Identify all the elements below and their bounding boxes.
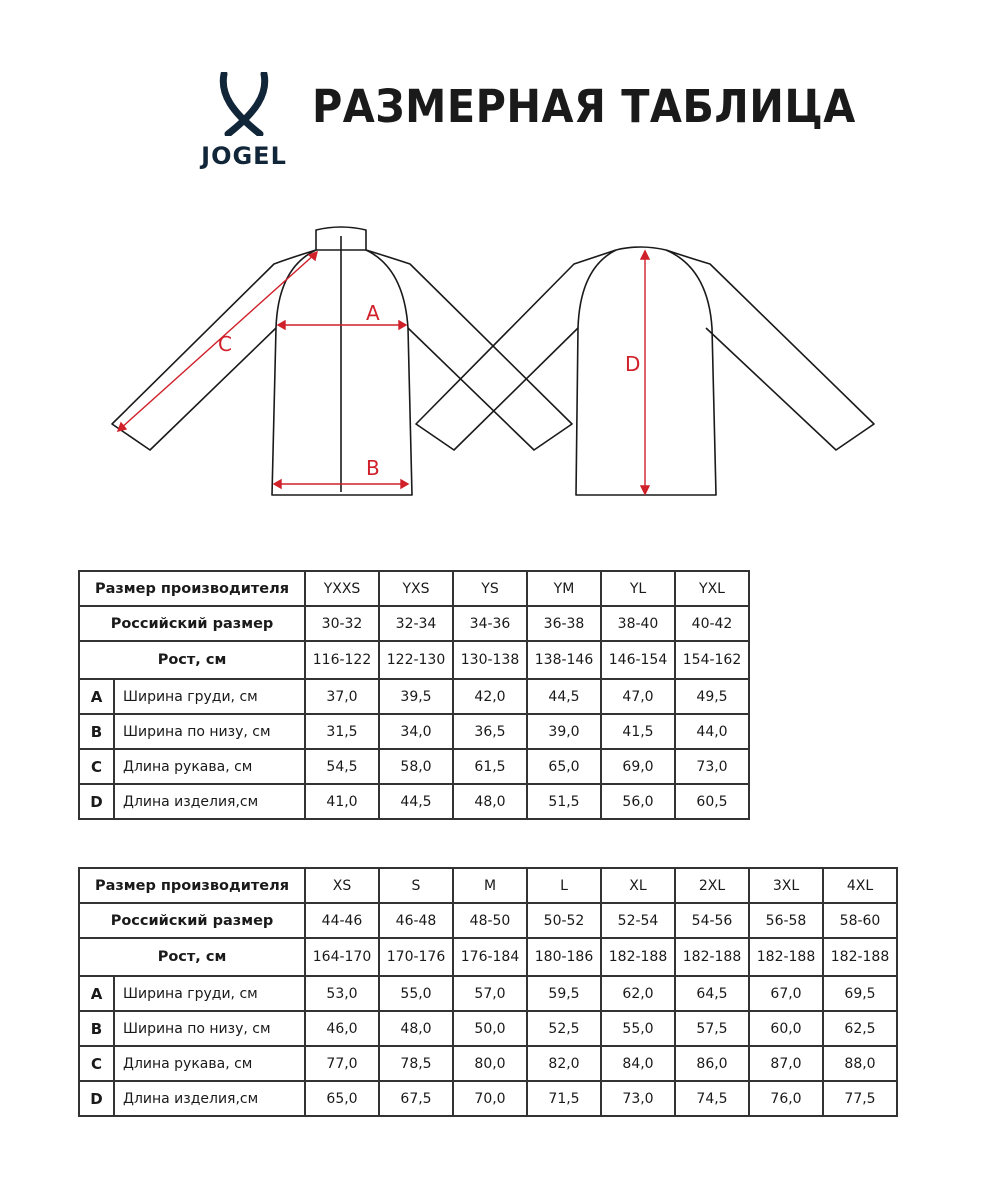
- measure-label: Ширина по низу, см: [114, 714, 305, 749]
- table-cell: 74,5: [675, 1081, 749, 1116]
- table-cell: 41,5: [601, 714, 675, 749]
- table-row: [79, 938, 897, 976]
- table-cell: 154-162: [675, 641, 749, 679]
- row-label-height: Рост, см: [79, 938, 305, 976]
- size-table-youth: [78, 570, 750, 820]
- table-cell: 48-50: [453, 903, 527, 938]
- table-cell: 65,0: [305, 1081, 379, 1116]
- table-cell: 56-58: [749, 903, 823, 938]
- table-cell: 49,5: [675, 679, 749, 714]
- size-cell: YM: [527, 571, 601, 606]
- table-row: [79, 679, 749, 714]
- row-label-maker-size: Размер производителя: [79, 571, 305, 606]
- size-cell: M: [453, 868, 527, 903]
- table-cell: 87,0: [749, 1046, 823, 1081]
- table-cell: 32-34: [379, 606, 453, 641]
- label-b: B: [366, 456, 380, 480]
- size-cell: YL: [601, 571, 675, 606]
- logo-mark-icon: [218, 72, 270, 136]
- size-cell: 2XL: [675, 868, 749, 903]
- table-cell: 56,0: [601, 784, 675, 819]
- table-cell: 39,0: [527, 714, 601, 749]
- table-cell: 38-40: [601, 606, 675, 641]
- row-label-height: Рост, см: [79, 641, 305, 679]
- table-cell: 48,0: [453, 784, 527, 819]
- table-cell: 67,5: [379, 1081, 453, 1116]
- size-cell: YS: [453, 571, 527, 606]
- table-cell: 59,5: [527, 976, 601, 1011]
- measure-lines: [118, 251, 649, 494]
- table-cell: 170-176: [379, 938, 453, 976]
- label-c: C: [218, 332, 232, 356]
- table-cell: 48,0: [379, 1011, 453, 1046]
- table-cell: 82,0: [527, 1046, 601, 1081]
- table-cell: 146-154: [601, 641, 675, 679]
- table-cell: 46,0: [305, 1011, 379, 1046]
- measure-letter: D: [79, 784, 114, 819]
- table-row: [79, 749, 749, 784]
- table-cell: 77,0: [305, 1046, 379, 1081]
- table-cell: 64,5: [675, 976, 749, 1011]
- table-cell: 55,0: [601, 1011, 675, 1046]
- table-cell: 50-52: [527, 903, 601, 938]
- table-cell: 76,0: [749, 1081, 823, 1116]
- table-cell: 80,0: [453, 1046, 527, 1081]
- table-cell: 58-60: [823, 903, 897, 938]
- table-cell: 52-54: [601, 903, 675, 938]
- measure-letter: A: [79, 679, 114, 714]
- table-cell: 53,0: [305, 976, 379, 1011]
- table-row: [79, 641, 749, 679]
- table-cell: 73,0: [601, 1081, 675, 1116]
- table-cell: 52,5: [527, 1011, 601, 1046]
- table-cell: 73,0: [675, 749, 749, 784]
- jacket-front: [112, 227, 572, 495]
- table-cell: 116-122: [305, 641, 379, 679]
- table-cell: 164-170: [305, 938, 379, 976]
- table-row: [79, 571, 749, 606]
- size-cell: YXS: [379, 571, 453, 606]
- table-cell: 57,0: [453, 976, 527, 1011]
- table-cell: 78,5: [379, 1046, 453, 1081]
- size-table-adult: [78, 867, 898, 1117]
- table-cell: 182-188: [823, 938, 897, 976]
- logo-text: JOGEL: [201, 142, 287, 170]
- size-cell: S: [379, 868, 453, 903]
- table-cell: 61,5: [453, 749, 527, 784]
- size-cell: L: [527, 868, 601, 903]
- table-cell: 50,0: [453, 1011, 527, 1046]
- table-cell: 88,0: [823, 1046, 897, 1081]
- table-row: [79, 1081, 897, 1116]
- label-d: D: [625, 352, 641, 376]
- table-cell: 77,5: [823, 1081, 897, 1116]
- table-cell: 86,0: [675, 1046, 749, 1081]
- table-cell: 34,0: [379, 714, 453, 749]
- table-cell: 37,0: [305, 679, 379, 714]
- row-label-russian-size: Российский размер: [79, 606, 305, 641]
- table-cell: 30-32: [305, 606, 379, 641]
- table-cell: 31,5: [305, 714, 379, 749]
- table-cell: 58,0: [379, 749, 453, 784]
- label-a: A: [366, 301, 380, 325]
- size-cell: XS: [305, 868, 379, 903]
- size-cell: 4XL: [823, 868, 897, 903]
- table-row: [79, 868, 897, 903]
- size-cell: YXXS: [305, 571, 379, 606]
- table-cell: 46-48: [379, 903, 453, 938]
- table-cell: 54-56: [675, 903, 749, 938]
- page-title: РАЗМЕРНАЯ ТАБЛИЦА: [312, 80, 856, 133]
- table-row: [79, 714, 749, 749]
- size-cell: YXL: [675, 571, 749, 606]
- measure-letter: B: [79, 714, 114, 749]
- measure-label: Ширина груди, см: [114, 976, 305, 1011]
- measure-letter: C: [79, 749, 114, 784]
- table-cell: 44,5: [527, 679, 601, 714]
- table-cell: 44,0: [675, 714, 749, 749]
- measure-label: Ширина по низу, см: [114, 1011, 305, 1046]
- table-cell: 39,5: [379, 679, 453, 714]
- measure-label: Длина изделия,см: [114, 784, 305, 819]
- measure-letter: A: [79, 976, 114, 1011]
- table-cell: 34-36: [453, 606, 527, 641]
- table-cell: 42,0: [453, 679, 527, 714]
- table-cell: 65,0: [527, 749, 601, 784]
- table-row: [79, 976, 897, 1011]
- table-cell: 57,5: [675, 1011, 749, 1046]
- measure-letter: D: [79, 1081, 114, 1116]
- table-cell: 130-138: [453, 641, 527, 679]
- row-label-maker-size: Размер производителя: [79, 868, 305, 903]
- table-row: [79, 1046, 897, 1081]
- table-cell: 44-46: [305, 903, 379, 938]
- row-label-russian-size: Российский размер: [79, 903, 305, 938]
- table-cell: 180-186: [527, 938, 601, 976]
- table-cell: 122-130: [379, 641, 453, 679]
- table-cell: 36-38: [527, 606, 601, 641]
- measure-label: Длина рукава, см: [114, 749, 305, 784]
- size-cell: XL: [601, 868, 675, 903]
- table-cell: 62,5: [823, 1011, 897, 1046]
- table-cell: 70,0: [453, 1081, 527, 1116]
- table-cell: 62,0: [601, 976, 675, 1011]
- table-cell: 69,5: [823, 976, 897, 1011]
- table-cell: 69,0: [601, 749, 675, 784]
- table-cell: 84,0: [601, 1046, 675, 1081]
- table-cell: 40-42: [675, 606, 749, 641]
- table-cell: 44,5: [379, 784, 453, 819]
- table-cell: 60,5: [675, 784, 749, 819]
- table-cell: 67,0: [749, 976, 823, 1011]
- size-cell: 3XL: [749, 868, 823, 903]
- table-cell: 176-184: [453, 938, 527, 976]
- measure-label: Длина рукава, см: [114, 1046, 305, 1081]
- table-cell: 47,0: [601, 679, 675, 714]
- table-cell: 182-188: [675, 938, 749, 976]
- measure-label: Ширина груди, см: [114, 679, 305, 714]
- table-row: [79, 1011, 897, 1046]
- jacket-diagram: [0, 200, 1000, 520]
- table-row: [79, 903, 897, 938]
- measure-letter: B: [79, 1011, 114, 1046]
- table-cell: 60,0: [749, 1011, 823, 1046]
- table-cell: 55,0: [379, 976, 453, 1011]
- table-cell: 182-188: [601, 938, 675, 976]
- table-row: [79, 784, 749, 819]
- table-cell: 138-146: [527, 641, 601, 679]
- table-cell: 36,5: [453, 714, 527, 749]
- table-row: [79, 606, 749, 641]
- table-cell: 54,5: [305, 749, 379, 784]
- brand-logo: [186, 72, 302, 172]
- table-cell: 182-188: [749, 938, 823, 976]
- table-cell: 71,5: [527, 1081, 601, 1116]
- measure-letter: C: [79, 1046, 114, 1081]
- table-cell: 51,5: [527, 784, 601, 819]
- measure-label: Длина изделия,см: [114, 1081, 305, 1116]
- table-cell: 41,0: [305, 784, 379, 819]
